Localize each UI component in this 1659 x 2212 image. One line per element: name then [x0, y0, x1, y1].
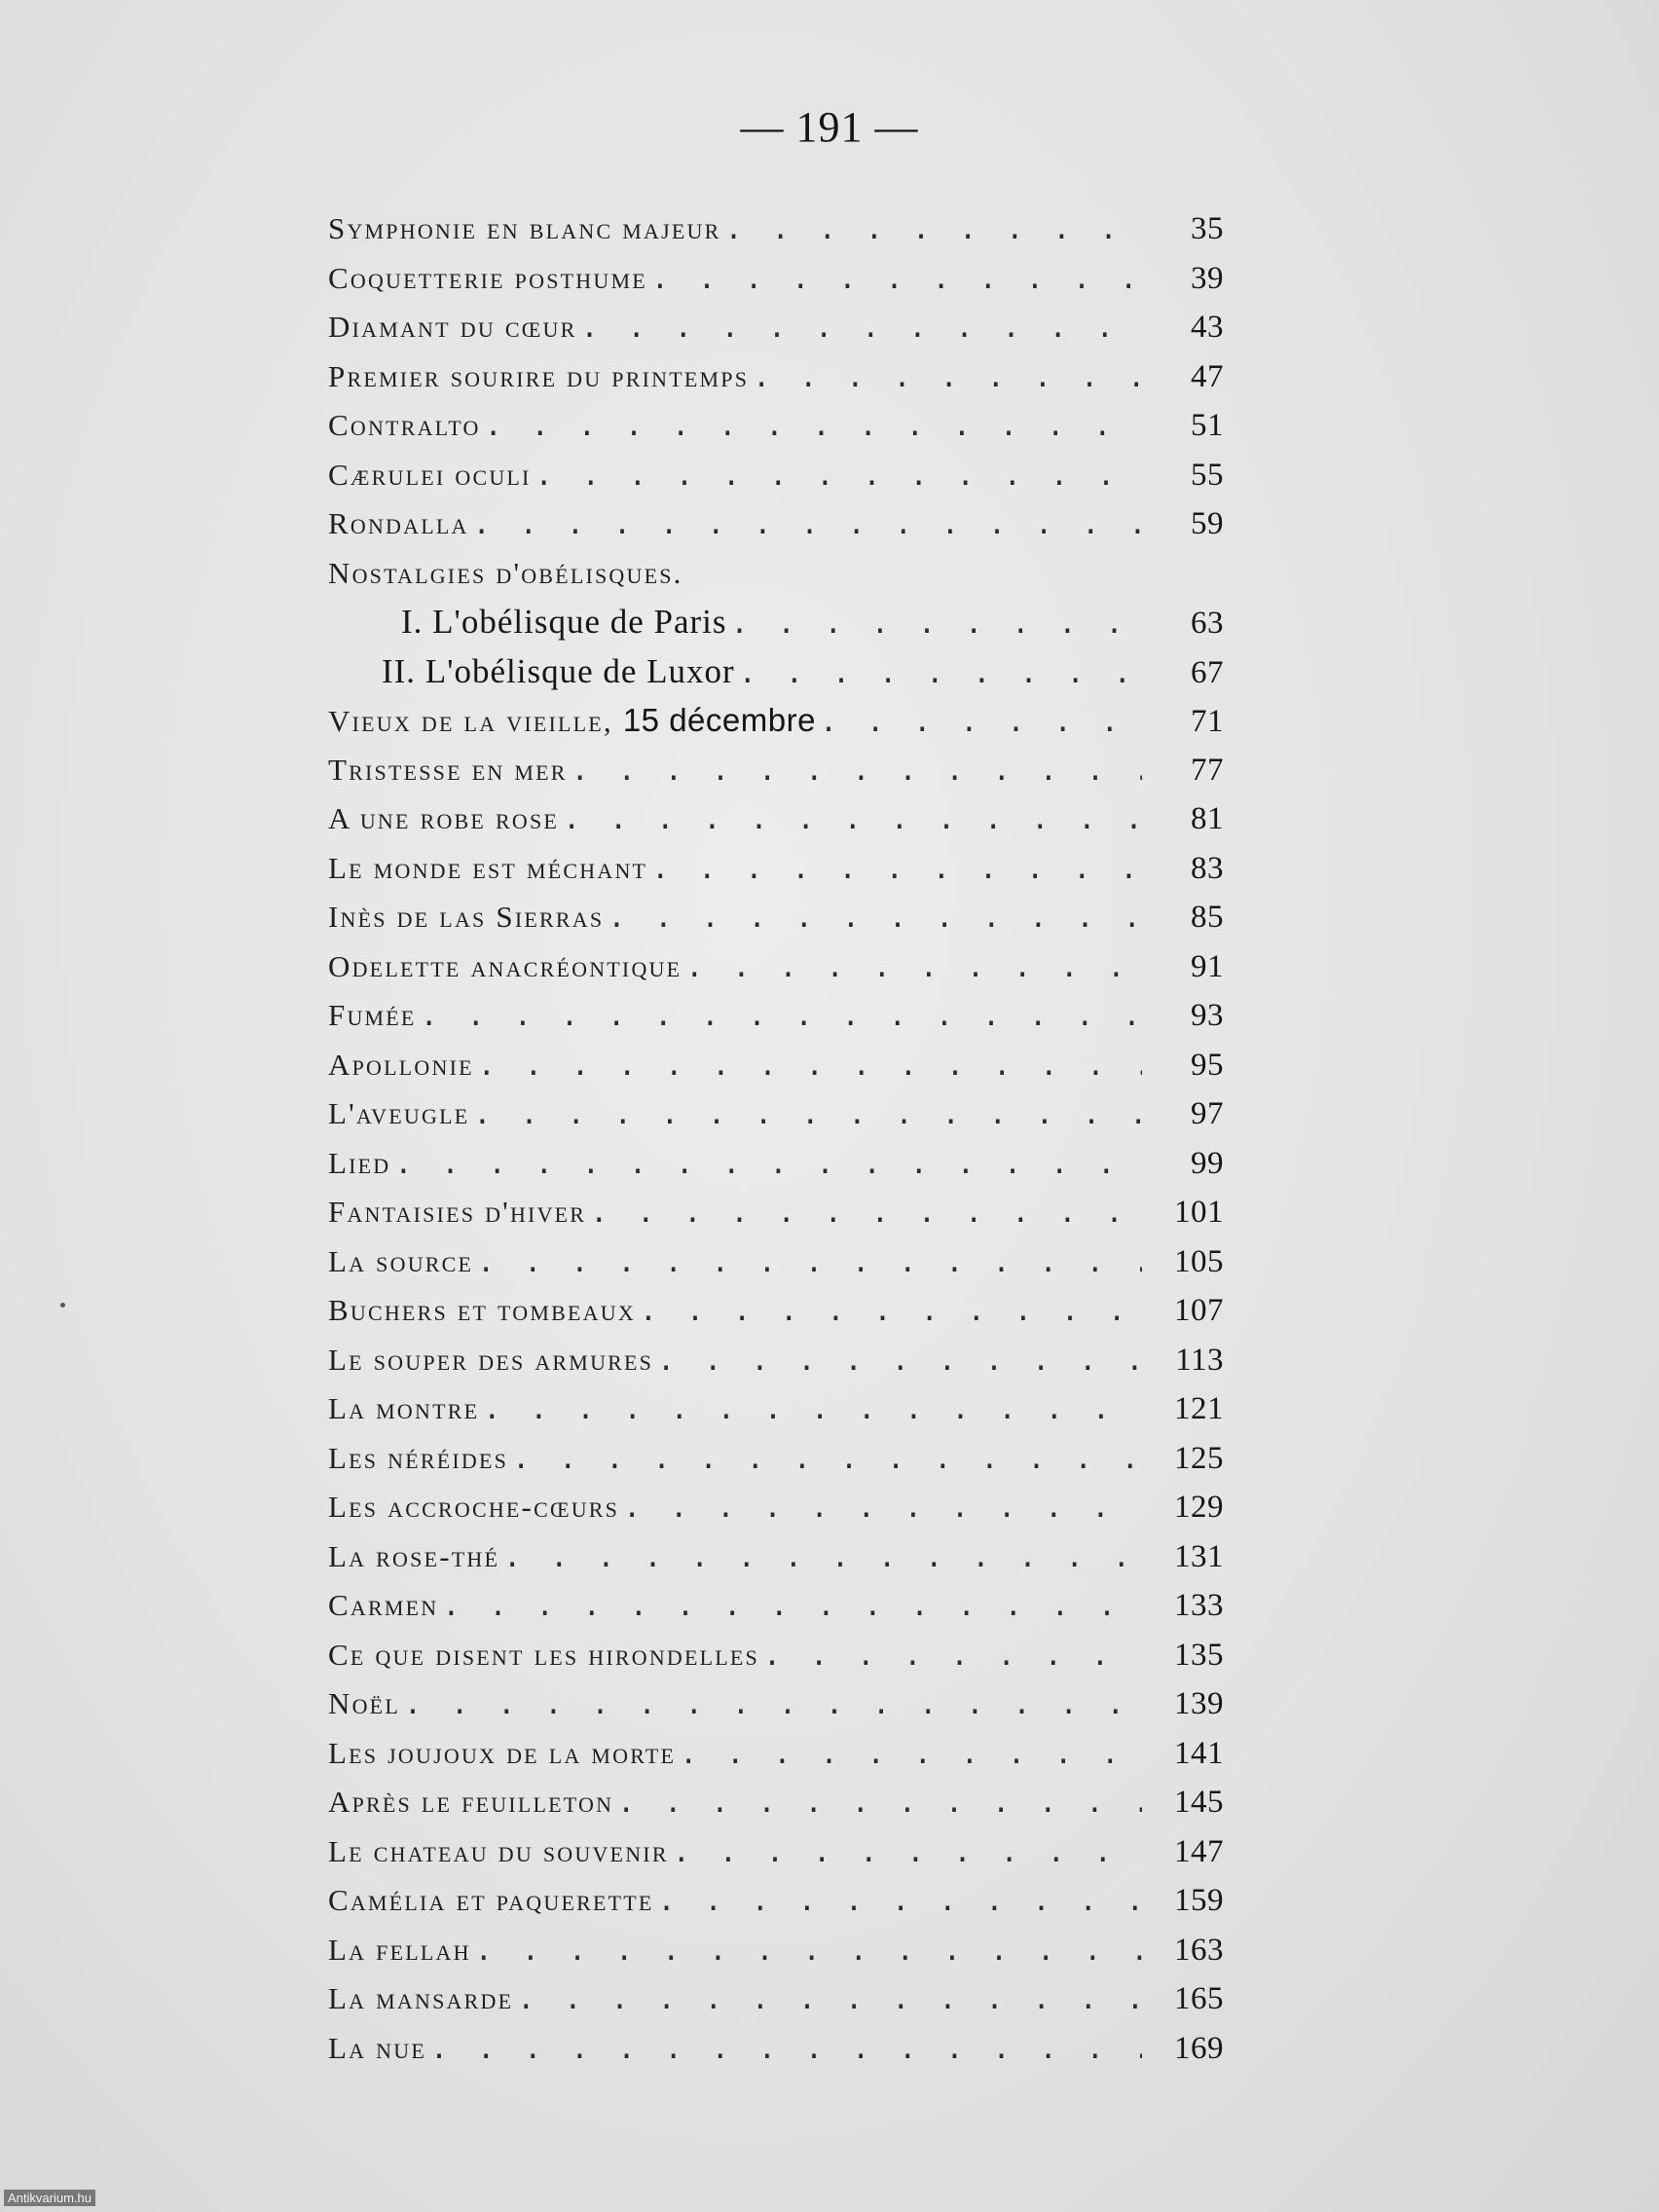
toc-entry [328, 303, 1224, 352]
toc-entry [328, 451, 1224, 500]
toc-entry [328, 1384, 1224, 1434]
toc-entry [328, 696, 1224, 746]
entry-title: La source [328, 1243, 474, 1278]
dot-leader [517, 1975, 1142, 2024]
entry-title-date: 15 décembre [622, 702, 816, 738]
entry-page: 51 [1191, 408, 1224, 443]
toc-entry [328, 1778, 1224, 1827]
entry-title [328, 696, 820, 746]
toc-entry [328, 746, 1224, 795]
entry-page: 35 [1191, 211, 1224, 246]
entry-title: Les joujoux de la morte [328, 1735, 677, 1770]
entry-title: Tristesse en mer [328, 752, 568, 787]
entry-page: 145 [1174, 1785, 1224, 1820]
paper-speck [60, 1303, 65, 1308]
toc-entry [328, 1041, 1224, 1090]
dot-leader [535, 452, 1142, 500]
entry-title: Fantaisies d'hiver [328, 1195, 587, 1229]
dot-leader [473, 500, 1142, 549]
toc-entry [328, 1139, 1224, 1189]
entry-page: 107 [1174, 1293, 1224, 1328]
entry-page: 91 [1191, 948, 1224, 984]
entry-page: 55 [1191, 457, 1224, 493]
dot-leader [763, 1632, 1142, 1680]
entry-page: 163 [1174, 1932, 1224, 1968]
toc-entry [328, 893, 1224, 942]
dot-leader [640, 1287, 1142, 1336]
entry-page: 159 [1174, 1883, 1224, 1918]
toc-entry [328, 2024, 1224, 2074]
dot-leader [580, 304, 1142, 352]
entry-page: 165 [1174, 1981, 1224, 2016]
entry-title: I. L'obélisque de Paris [401, 603, 727, 641]
entry-title: La nue [328, 2030, 426, 2065]
entry-page: 97 [1191, 1096, 1224, 1131]
entry-title: Fumée [328, 998, 417, 1032]
table-of-contents [328, 204, 1224, 2073]
entry-page: 101 [1174, 1195, 1224, 1230]
entry-title: Symphonie en blanc majeur [328, 211, 721, 245]
entry-title: La mansarde [328, 1981, 514, 2015]
dot-leader [617, 1779, 1142, 1827]
entry-title: La rose-thé [328, 1538, 500, 1573]
entry-page: 125 [1174, 1440, 1224, 1476]
entry-title: Odelette anacréontique [328, 948, 682, 983]
toc-entry [328, 254, 1224, 304]
toc-entry [328, 204, 1224, 254]
dot-leader [590, 1189, 1142, 1237]
dot-leader [623, 1484, 1142, 1532]
dot-leader [673, 1828, 1142, 1877]
dot-leader [657, 1337, 1142, 1385]
entry-page: 133 [1174, 1588, 1224, 1623]
entry-title: Les néréides [328, 1440, 509, 1475]
toc-entry [328, 991, 1224, 1041]
entry-title: Diamant du cœur [328, 310, 577, 344]
entry-title: Noël [328, 1686, 400, 1720]
entry-title-main: Vieux de la vieille, [328, 704, 623, 738]
page-number: — 191 — [740, 103, 919, 151]
dot-leader [473, 1090, 1142, 1139]
toc-entry [328, 352, 1224, 402]
entry-title: A une robe rose [328, 801, 560, 835]
entry-page: 141 [1174, 1735, 1224, 1771]
entry-page: 59 [1191, 506, 1224, 541]
toc-entry [328, 1926, 1224, 1975]
dot-leader [442, 1582, 1142, 1631]
dot-leader [608, 894, 1142, 942]
toc-entry [328, 1434, 1224, 1484]
entry-page: 67 [1191, 654, 1224, 690]
entry-page: 99 [1191, 1145, 1224, 1181]
entry-title: Nostalgies d'obélisques. [328, 555, 683, 590]
entry-page: 129 [1174, 1490, 1224, 1525]
entry-title: Buchers et tombeaux [328, 1293, 636, 1327]
toc-entry [328, 1581, 1224, 1631]
dot-leader [651, 255, 1142, 304]
toc-entry [328, 1188, 1224, 1237]
dot-leader [685, 943, 1142, 992]
entry-page: 81 [1191, 801, 1224, 836]
toc-entry [328, 1827, 1224, 1877]
toc-entry [328, 1729, 1224, 1779]
toc-subentry [328, 647, 1224, 697]
dot-leader [404, 1680, 1142, 1729]
entry-page: 113 [1175, 1342, 1224, 1378]
entry-page: 135 [1174, 1637, 1224, 1673]
entry-title: Le monde est méchant [328, 850, 648, 885]
dot-leader [421, 992, 1142, 1041]
watermark: Antikvarium.hu [4, 2190, 95, 2206]
toc-entry [328, 1679, 1224, 1729]
dot-leader [512, 1435, 1142, 1484]
entry-page: 93 [1191, 998, 1224, 1033]
toc-entry [328, 1089, 1224, 1139]
entry-title: Apollonie [328, 1047, 474, 1082]
dot-leader [680, 1730, 1142, 1779]
toc-entry [328, 942, 1224, 992]
dot-leader [483, 1385, 1142, 1434]
entry-title: II. L'obélisque de Luxor [382, 651, 735, 690]
toc-entry [328, 1286, 1224, 1336]
entry-page: 147 [1174, 1833, 1224, 1869]
dot-leader [651, 845, 1142, 894]
entry-title: Coquetterie posthume [328, 260, 647, 295]
entry-title: Cærulei oculi [328, 457, 532, 492]
entry-page: 131 [1174, 1538, 1224, 1574]
dot-leader [820, 698, 1142, 747]
toc-section-heading [328, 549, 1224, 599]
dot-leader [739, 649, 1142, 698]
entry-title: Contralto [328, 408, 481, 442]
entry-title: Le souper des armures [328, 1342, 654, 1377]
entry-page: 43 [1191, 310, 1224, 345]
dot-leader [477, 1238, 1142, 1287]
toc-entry [328, 1483, 1224, 1532]
entry-page: 63 [1191, 606, 1224, 641]
toc-entry [328, 1631, 1224, 1680]
toc-entry [328, 794, 1224, 844]
dot-leader [503, 1533, 1142, 1582]
entry-title: Camélia et paquerette [328, 1883, 654, 1917]
entry-title: La montre [328, 1391, 480, 1425]
entry-page: 85 [1191, 900, 1224, 935]
toc-entry [328, 1532, 1224, 1582]
dot-leader [430, 2025, 1142, 2074]
dot-leader [475, 1927, 1142, 1975]
entry-page: 47 [1191, 358, 1224, 394]
entry-title: Le chateau du souvenir [328, 1833, 669, 1868]
entry-title: Carmen [328, 1588, 439, 1622]
entry-page: 139 [1174, 1686, 1224, 1721]
toc-entry [328, 401, 1224, 451]
entry-title: Inès de las Sierras [328, 900, 605, 934]
entry-page: 121 [1174, 1391, 1224, 1426]
dot-leader [563, 795, 1142, 844]
dot-leader [394, 1140, 1142, 1189]
toc-subentry [328, 598, 1224, 647]
entry-page: 39 [1191, 260, 1224, 296]
entry-page: 95 [1191, 1047, 1224, 1083]
entry-page: 71 [1191, 704, 1224, 739]
toc-entry [328, 1974, 1224, 2024]
toc-entry [328, 844, 1224, 894]
toc-entry [328, 1336, 1224, 1385]
dot-leader [485, 402, 1142, 451]
entry-title: Après le feuilleton [328, 1785, 614, 1819]
entry-title: Lied [328, 1145, 391, 1180]
entry-title: Premier sourire du printemps [328, 358, 750, 393]
dot-leader [478, 1042, 1142, 1090]
entry-title: Rondalla [328, 506, 469, 540]
toc-entry [328, 499, 1224, 549]
dot-leader [725, 205, 1142, 254]
toc-entry [328, 1237, 1224, 1287]
entry-page: 169 [1174, 2030, 1224, 2066]
dot-leader [571, 747, 1142, 795]
dot-leader [658, 1877, 1142, 1926]
entry-page: 77 [1191, 752, 1224, 788]
dot-leader [753, 353, 1142, 402]
entry-title: La fellah [328, 1932, 471, 1967]
dot-leader [731, 600, 1142, 648]
entry-page: 105 [1174, 1243, 1224, 1279]
entry-title: Ce que disent les hirondelles [328, 1637, 759, 1672]
entry-title: Les accroche-cœurs [328, 1490, 620, 1524]
toc-entry [328, 1876, 1224, 1926]
entry-page: 83 [1191, 850, 1224, 886]
entry-title: L'aveugle [328, 1096, 470, 1130]
